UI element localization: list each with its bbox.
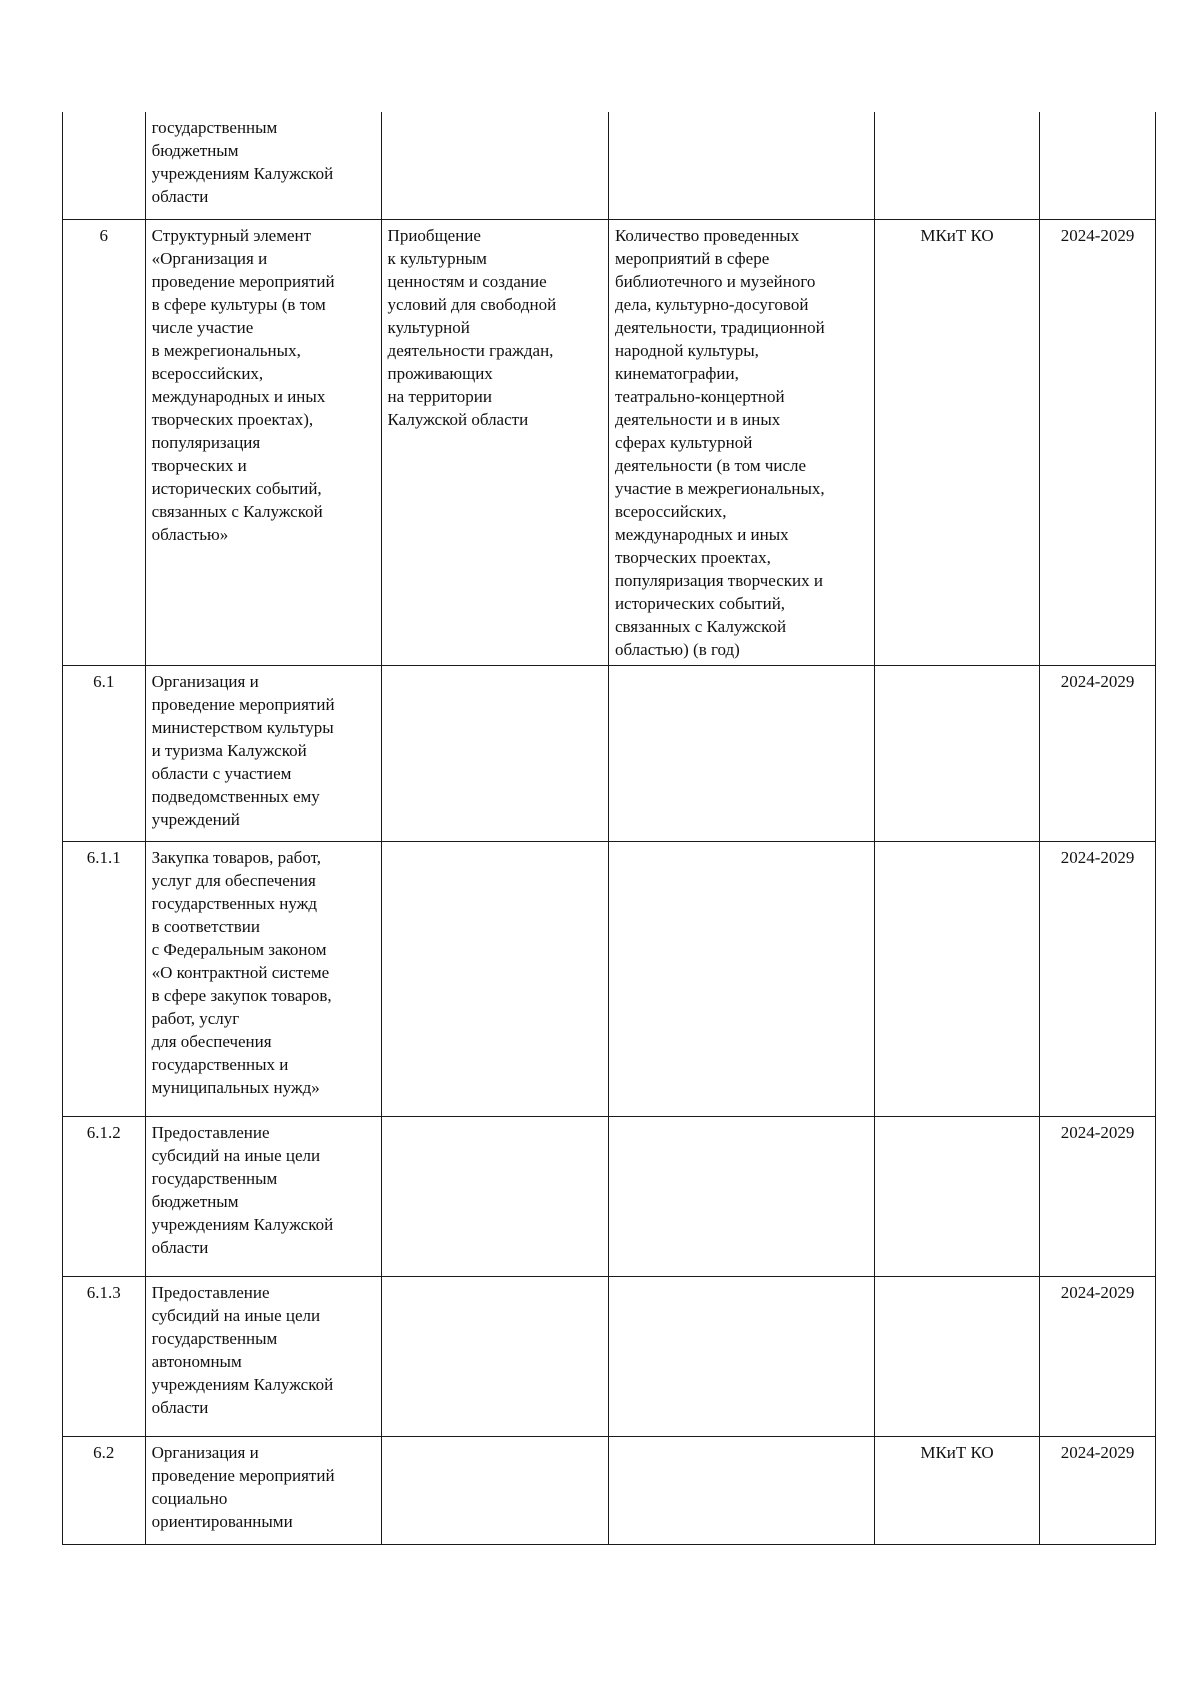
goal-cell bbox=[381, 112, 608, 219]
executor-cell bbox=[874, 1276, 1039, 1436]
indicator-cell bbox=[608, 112, 874, 219]
row-number: 6 bbox=[63, 219, 146, 665]
period-cell: 2024-2029 bbox=[1040, 665, 1156, 841]
table-row bbox=[63, 1436, 1156, 1544]
executor-cell bbox=[874, 1116, 1039, 1276]
executor-cell bbox=[874, 112, 1039, 219]
goal-cell bbox=[381, 1436, 608, 1544]
element-name-cell: Организация и проведение мероприятий министерством культуры и туризма Калужской области с участием подведомственных ему учреждений bbox=[145, 665, 381, 841]
period-cell: 2024-2029 bbox=[1040, 1436, 1156, 1544]
row-number bbox=[63, 112, 146, 219]
element-name-cell: государственным бюджетным учреждениям Калужской области bbox=[145, 112, 381, 219]
row-number: 6.2 bbox=[63, 1436, 146, 1544]
table-row bbox=[63, 665, 1156, 841]
element-name-cell: Предоставление субсидий на иные цели государственным автономным учреждениям Калужской области bbox=[145, 1276, 381, 1436]
goal-cell bbox=[381, 665, 608, 841]
row-number: 6.1 bbox=[63, 665, 146, 841]
indicator-cell bbox=[608, 1436, 874, 1544]
goal-cell: Приобщение к культурным ценностям и создание условий для свободной культурной деятельности граждан, проживающих на территории Калужской области bbox=[381, 219, 608, 665]
executor-cell bbox=[874, 841, 1039, 1116]
table-row bbox=[63, 219, 1156, 665]
period-cell bbox=[1040, 112, 1156, 219]
goal-cell bbox=[381, 841, 608, 1116]
goal-cell bbox=[381, 1276, 608, 1436]
indicator-cell bbox=[608, 665, 874, 841]
table-row bbox=[63, 1116, 1156, 1276]
indicator-cell bbox=[608, 841, 874, 1116]
goal-cell bbox=[381, 1116, 608, 1276]
table-row bbox=[63, 1276, 1156, 1436]
executor-cell bbox=[874, 665, 1039, 841]
period-cell: 2024-2029 bbox=[1040, 1116, 1156, 1276]
element-name-cell: Закупка товаров, работ, услуг для обеспечения государственных нужд в соответствии с Федеральным законом «О контрактной системе в сфере закупок товаров, работ, услуг для обеспечения государственных и муниципальных нужд» bbox=[145, 841, 381, 1116]
period-cell: 2024-2029 bbox=[1040, 1276, 1156, 1436]
indicator-cell bbox=[608, 1276, 874, 1436]
indicator-cell bbox=[608, 1116, 874, 1276]
table-row bbox=[63, 112, 1156, 219]
program-table bbox=[62, 112, 1156, 1545]
executor-cell: МКиТ КО bbox=[874, 1436, 1039, 1544]
period-cell: 2024-2029 bbox=[1040, 219, 1156, 665]
row-number: 6.1.1 bbox=[63, 841, 146, 1116]
row-number: 6.1.3 bbox=[63, 1276, 146, 1436]
indicator-cell: Количество проведенных мероприятий в сфере библиотечного и музейного дела, культурно-досуговой деятельности, традиционной народной культуры, кинематографии, театрально-концертной деятельности и в иных сферах культурной деятельности (в том числе участие в межрегиональных, всероссийских, международных и иных творческих проектах, популяризация творческих и исторических событий, связанных с Калужской областью) (в год) bbox=[608, 219, 874, 665]
row-number: 6.1.2 bbox=[63, 1116, 146, 1276]
period-cell: 2024-2029 bbox=[1040, 841, 1156, 1116]
executor-cell: МКиТ КО bbox=[874, 219, 1039, 665]
element-name-cell: Организация и проведение мероприятий социально ориентированными bbox=[145, 1436, 381, 1544]
table-row bbox=[63, 841, 1156, 1116]
element-name-cell: Предоставление субсидий на иные цели государственным бюджетным учреждениям Калужской области bbox=[145, 1116, 381, 1276]
element-name-cell: Структурный элемент «Организация и проведение мероприятий в сфере культуры (в том числе участие в межрегиональных, всероссийских, международных и иных творческих проектах), популяризация творческих и исторических событий, связанных с Калужской областью» bbox=[145, 219, 381, 665]
